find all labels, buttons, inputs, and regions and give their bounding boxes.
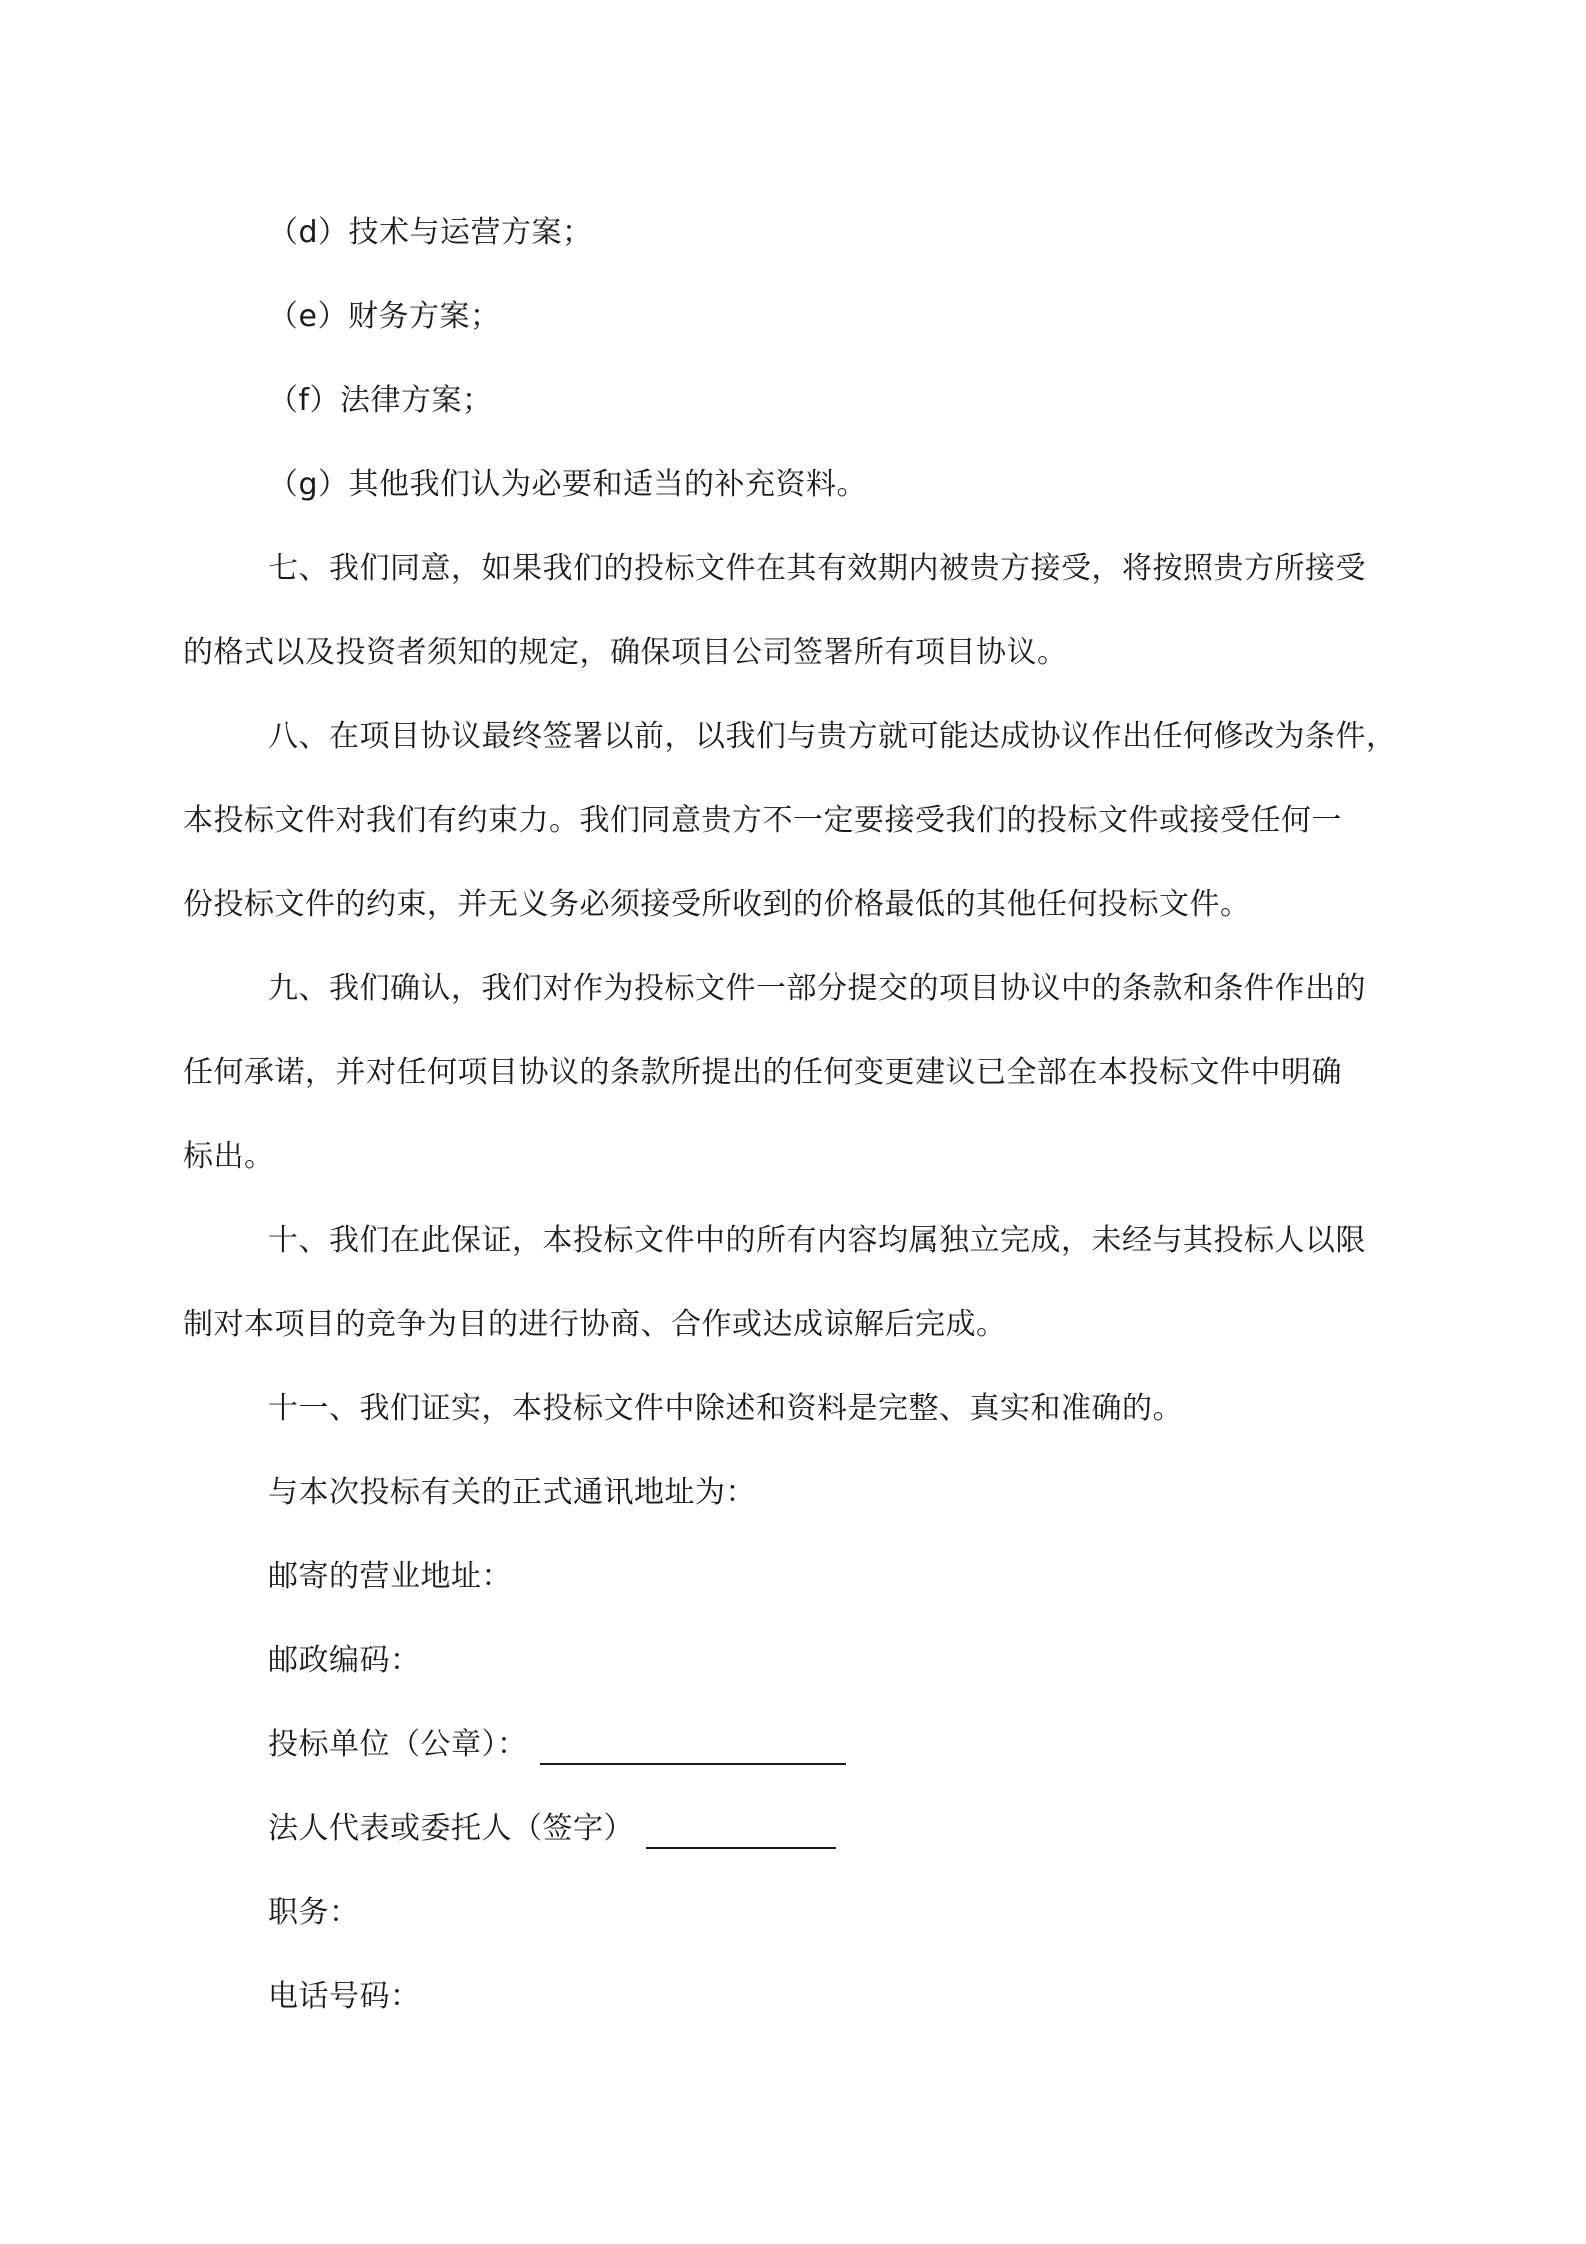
unit-seal-label: 投标单位（公章）： (268, 1727, 528, 1762)
address-label: 邮寄的营业地址： (268, 1559, 512, 1594)
list-item-e: （e）财务方案； (268, 299, 501, 334)
list-item-d: （d）技术与运营方案； (268, 215, 593, 250)
para10-line2: 制对本项目的竞争为目的进行协商、合作或达成谅解后完成。 (183, 1307, 1007, 1342)
para9-line2: 任何承诺，并对任何项目协议的条款所提出的任何变更建议已全部在本投标文件中明确 (183, 1055, 1342, 1090)
para9-line3: 标出。 (183, 1139, 275, 1174)
representative-row (268, 1809, 836, 1849)
para8-line1: 八、在项目协议最终签署以前，以我们与贵方就可能达成协议作出任何修改为条件， (268, 719, 1397, 754)
para7-line2: 的格式以及投资者须知的规定，确保项目公司签署所有项目协议。 (183, 635, 1068, 670)
para7-line1: 七、我们同意，如果我们的投标文件在其有效期内被贵方接受，将按照贵方所接受 (268, 551, 1366, 586)
representative-label: 法人代表或委托人（签字） (268, 1811, 634, 1846)
list-item-f: （f）法律方案； (268, 383, 493, 418)
para8-line2: 本投标文件对我们有约束力。我们同意贵方不一定要接受我们的投标文件或接受任何一 (183, 803, 1342, 838)
phone-label: 电话号码： (268, 1979, 421, 2014)
unit-seal-blank-line (540, 1729, 846, 1765)
para8-line3: 份投标文件的约束，并无义务必须接受所收到的价格最低的其他任何投标文件。 (183, 887, 1251, 922)
para11-line1: 十一、我们证实，本投标文件中除述和资料是完整、真实和准确的。 (268, 1391, 1183, 1426)
para10-line1: 十、我们在此保证，本投标文件中的所有内容均属独立完成，未经与其投标人以限 (268, 1223, 1366, 1258)
list-item-g: （g）其他我们认为必要和适当的补充资料。 (268, 467, 868, 502)
contact-intro: 与本次投标有关的正式通讯地址为： (268, 1475, 756, 1510)
postcode-label: 邮政编码： (268, 1643, 421, 1678)
para9-line1: 九、我们确认，我们对作为投标文件一部分提交的项目协议中的条款和条件作出的 (268, 971, 1366, 1006)
signature-blank-line (646, 1813, 836, 1849)
title-label: 职务： (268, 1895, 360, 1930)
unit-seal-row (268, 1725, 846, 1765)
